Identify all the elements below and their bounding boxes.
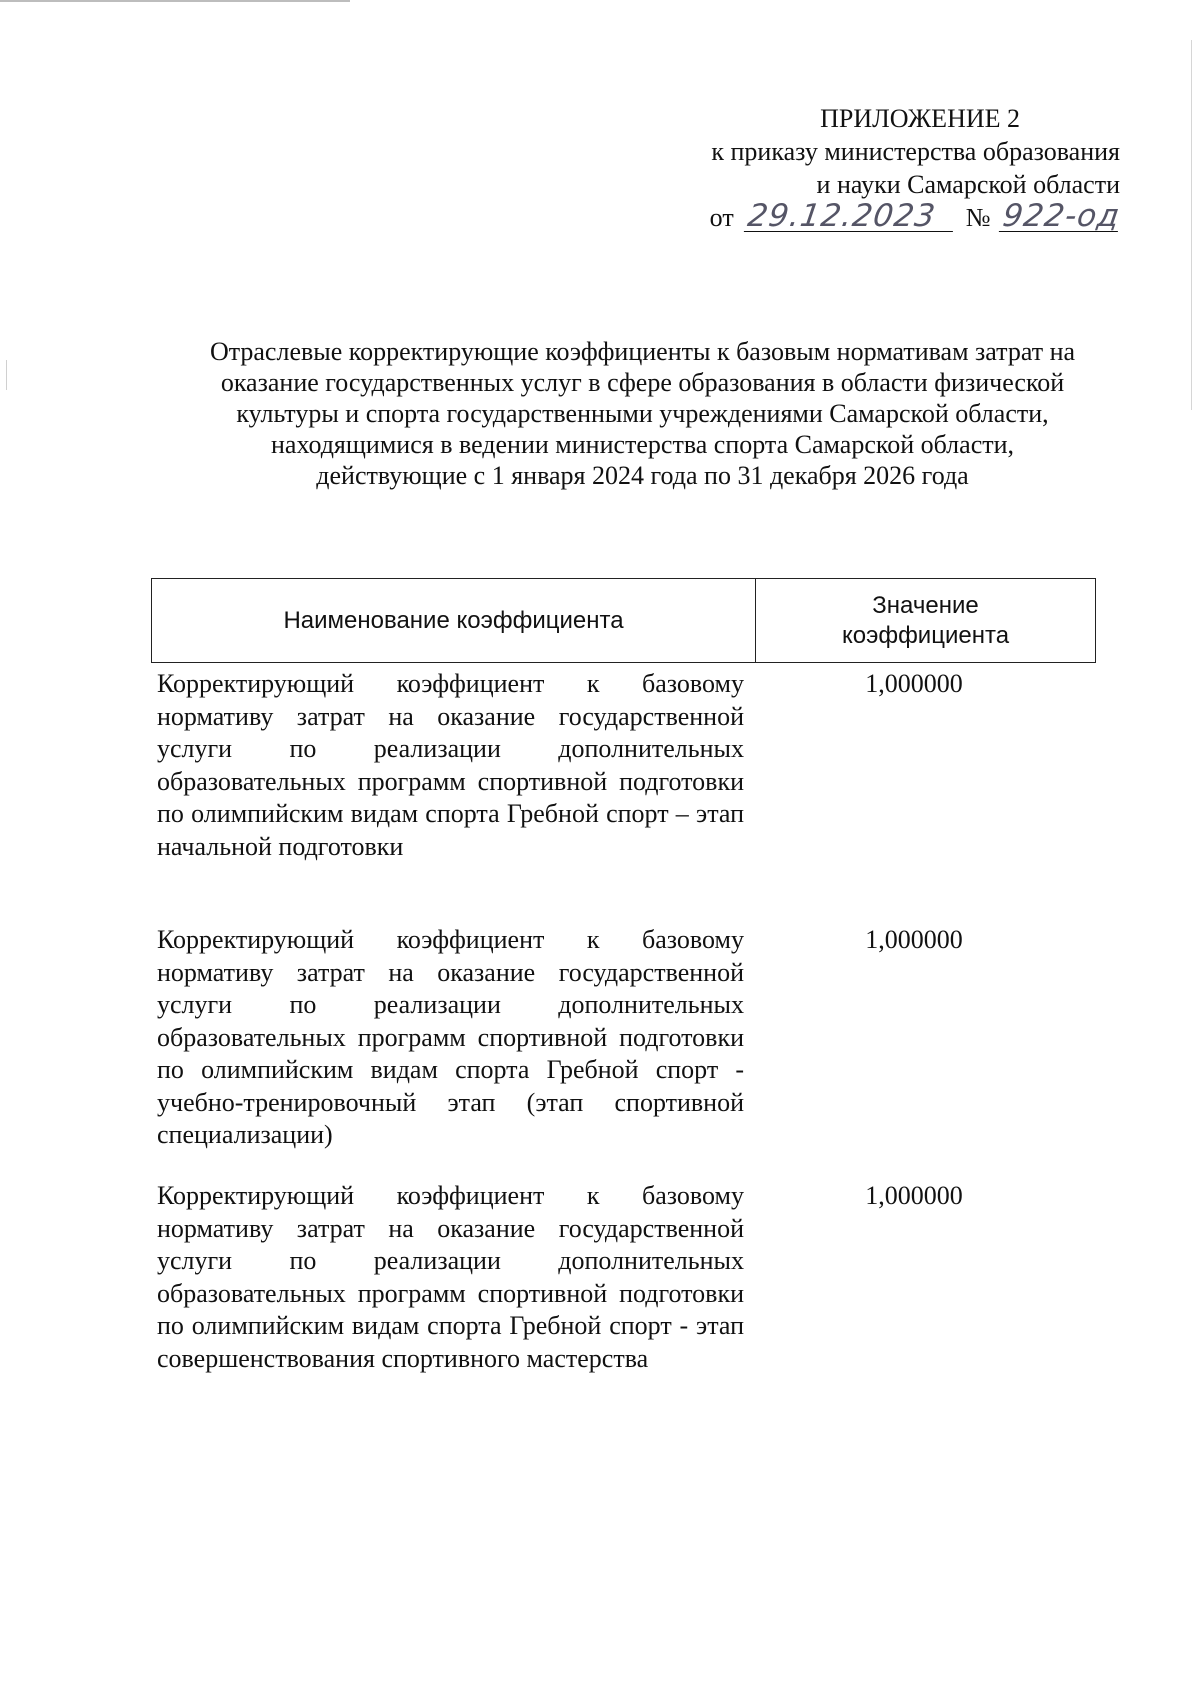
coefficients-table	[151, 578, 1096, 1373]
coefficient-value: 1,000000	[865, 925, 963, 954]
appendix-line-2: и науки Самарской области	[816, 170, 1120, 199]
number-label: №	[965, 203, 991, 232]
column-header-name: Наименование коэффициента	[152, 579, 756, 662]
coefficient-name: Корректирующий коэффициент к базовому нормативу затрат на оказание государственной услуги по реализации дополнительных образовательных программ спортивной подготовки по олимпийским видам спорта Гребной спорт – этап начальной подготовки	[157, 669, 744, 861]
scan-edge-top	[0, 0, 350, 2]
order-date-number-line	[650, 198, 1123, 234]
coefficient-name: Корректирующий коэффициент к базовому нормативу затрат на оказание государственной услуги по реализации дополнительных образовательных программ спортивной подготовки по олимпийским видам спорта Гребной спорт - учебно-тренировочный этап (этап спортивной специализации)	[157, 925, 744, 1149]
scan-edge-right	[1191, 40, 1192, 410]
title-line: культуры и спорта государственными учреждениями Самарской области,	[236, 399, 1049, 428]
order-date: 29.12.2023	[744, 201, 957, 232]
table-header	[151, 578, 1096, 663]
title-line: находящимися в ведении министерства спорта Самарской области,	[270, 430, 1015, 459]
column-header-value-line-2: коэффициента	[841, 621, 1010, 649]
appendix-line-1: к приказу министерства образования	[711, 137, 1120, 166]
date-prefix: от	[709, 203, 734, 232]
title-line: действующие с 1 января 2024 года по 31 декабря 2026 года	[316, 461, 969, 490]
document-title	[140, 336, 1145, 491]
table-row	[157, 668, 1084, 863]
order-number: 922-од	[1000, 198, 1123, 234]
title-line: Отраслевые корректирующие коэффициенты к базовым нормативам затрат на	[209, 337, 1076, 366]
column-header-value	[756, 579, 1095, 662]
coefficient-value: 1,000000	[865, 669, 963, 698]
appendix-title: ПРИЛОЖЕНИЕ 2	[820, 104, 1020, 133]
scan-edge-left	[6, 360, 7, 390]
table-row	[157, 924, 1084, 1152]
column-header-value-line-1: Значение	[872, 591, 979, 619]
title-line: оказание государственных услуг в сфере образования в области физической	[220, 368, 1065, 397]
coefficient-name: Корректирующий коэффициент к базовому нормативу затрат на оказание государственной услуги по реализации дополнительных образовательных программ спортивной подготовки по олимпийским видам спорта Гребной спорт - этап совершенствования спортивного мастерства	[157, 1181, 744, 1373]
table-row	[157, 1180, 1084, 1375]
coefficient-value: 1,000000	[865, 1181, 963, 1210]
appendix-header	[650, 102, 1123, 234]
